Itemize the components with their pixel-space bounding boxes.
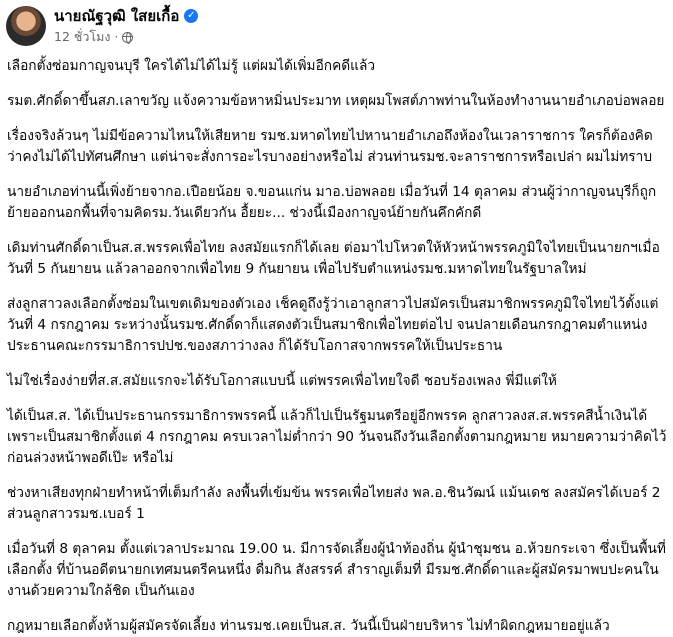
post-subline: [54, 28, 198, 46]
post-paragraph-5: เดิมท่านศักดิ์ดาเป็นส.ส.พรรคเพื่อไทย ลงสมัยแรกก็ได้เลย ต่อมาไปโหวตให้หัวหน้าพรรคภูมิใจไทยเป็นนายกฯเมื่อวันที่ 5 กันยายน แล้วลาออกจากเพื่อไทย 9 กันยายน เพื่อไปรับตำแหน่งรมช.มหาดไทยในรัฐบาลใหม่: [7, 240, 660, 277]
post-paragraph-2: รมต.ศักดิ์ดาขึ้นสภ.เลาขวัญ แจ้งความข้อหาหมิ่นประมาท เหตุผมโพสต์ภาพท่านในห้องทำงานนายอำเภอบ่อพลอย: [7, 93, 665, 109]
post-meta: [54, 6, 198, 46]
post-paragraph-1: เลือกตั้งซ่อมกาญจนบุรี ใครได้ไม่ได้ไม่รู้ แต่ผมได้เพิ่มอีกคดีแล้ว: [7, 58, 376, 74]
author-name[interactable]: นายณัฐวุฒิ ใสยเกื้อ: [54, 7, 180, 25]
post-timestamp[interactable]: 12 ชั่วโมง: [54, 29, 111, 44]
separator-dot: ·: [114, 30, 119, 44]
post-paragraph-4: นายอำเภอท่านนี้เพิ่งย้ายจากอ.เปือยน้อย จ.ขอนแก่น มาอ.บ่อพลอย เมื่อวันที่ 14 ตุลาคม ส่วนผู้ว่ากาญจนบุรีก็ถูกย้ายออกนอกพื้นที่จามคิดรม.วันเดียวกัน อื้ยยะ... ช่วงนี้เมืองกาญจน์ย้ายกันคึกคักดี: [7, 184, 657, 221]
post-paragraph-10: เมื่อวันที่ 8 ตุลาคม ตั้งแต่เวลาประมาณ 19.00 น. มีการจัดเลี้ยงผู้นำท้องถิ่น ผู้นำชุมชน อ.ห้วยกระเจา ซึ่งเป็นพื้นที่เลือกตั้ง ที่บ้านอดีตนายกเทศมนตรีคนหนึ่ง ดื่มกิน สังสรรค์ สำราญเต็มที่ มีรมช.ศักดิ์ดาและผู้สมัครมาพบปะคนในงานด้วยความใกล้ชิด เป็นกันเอง: [7, 541, 666, 599]
post-paragraph-7: ไม่ใช่เรื่องง่ายที่ส.ส.สมัยแรกจะได้รับโอกาสแบบนี้ แต่พรรคเพื่อไทยใจดี ชอบร้องเพลง พี่มีแต่ให้: [7, 373, 557, 389]
verified-badge-icon: ✓: [184, 9, 198, 23]
post-paragraph-8: ได้เป็นส.ส. ได้เป็นประธานกรรมาธิการพรรคนี้ แล้วก็ไปเป็นรัฐมนตรีอยู่อีกพรรค ลูกสาวลงส.ส.พรรคสีน้ำเงินได้เพราะเป็นสมาชิกตั้งแต่ 4 กรกฎาคม ครบเวลาไม่ต่ำกว่า 90 วันจนถึงวันเลือกตั้งตามกฎหมาย หมายความว่าคิดไว้ก่อนล่วงหน้าพอดีเป๊ะ หรือไม่: [7, 408, 667, 466]
globe-icon[interactable]: [122, 32, 133, 43]
post-paragraph-6: ส่งลูกสาวลงเลือกตั้งซ่อมในเขตเดิมของตัวเอง เช็คดูถึงรู้ว่าเอาลูกสาวไปสมัครเป็นสมาชิกพรรคภูมิใจไทยไว้ตั้งแต่วันที่ 4 กรกฎาคม ระหว่างนั้นรมช.ศักดิ์ดาก็แสดงตัวเป็นสมาชิกเพื่อไทยต่อไป จนปลายเดือนกรกฎาคมตำแหน่งประธานคณะกรรมาธิการปปช.ของสภาว่างลง ก็ได้รับโอกาสจากพรรคให้เป็นประธาน: [7, 296, 659, 354]
post-paragraph-9: ช่วงหาเสียงทุกฝ่ายทำหน้าที่เต็มกำลัง ลงพื้นที่เข้มข้น พรรคเพื่อไทยส่ง พล.อ.ชินวัฒน์ แม้นเดช ลงสมัครได้เบอร์ 2 ส่วนลูกสาวรมช.เบอร์ 1: [7, 485, 661, 522]
post-header: [6, 6, 198, 48]
author-row: [54, 6, 198, 26]
post-paragraph-11: กฎหมายเลือกตั้งห้ามผู้สมัครจัดเลี้ยง ท่านรมช.เคยเป็นส.ส. วันนี้เป็นฝ่ายบริหาร ไม่ทำผิดกฎหมายอยู่แล้ว: [7, 618, 610, 634]
post-paragraph-3: เรื่องจริงล้วนๆ ไม่มีข้อความไหนให้เสียหาย รมช.มหาดไทยไปหานายอำเภอถึงห้องในเวลาราชการ ใครก็ต้องคิดว่าคงไม่ได้ไปทัศนศึกษา แต่น่าจะสั่งการอะไรบางอย่างหรือไม่ ส่วนท่านรมช.จะลาราชการหรือเปล่า ผมไม่ทราบ: [7, 128, 653, 165]
author-avatar[interactable]: [6, 6, 46, 46]
